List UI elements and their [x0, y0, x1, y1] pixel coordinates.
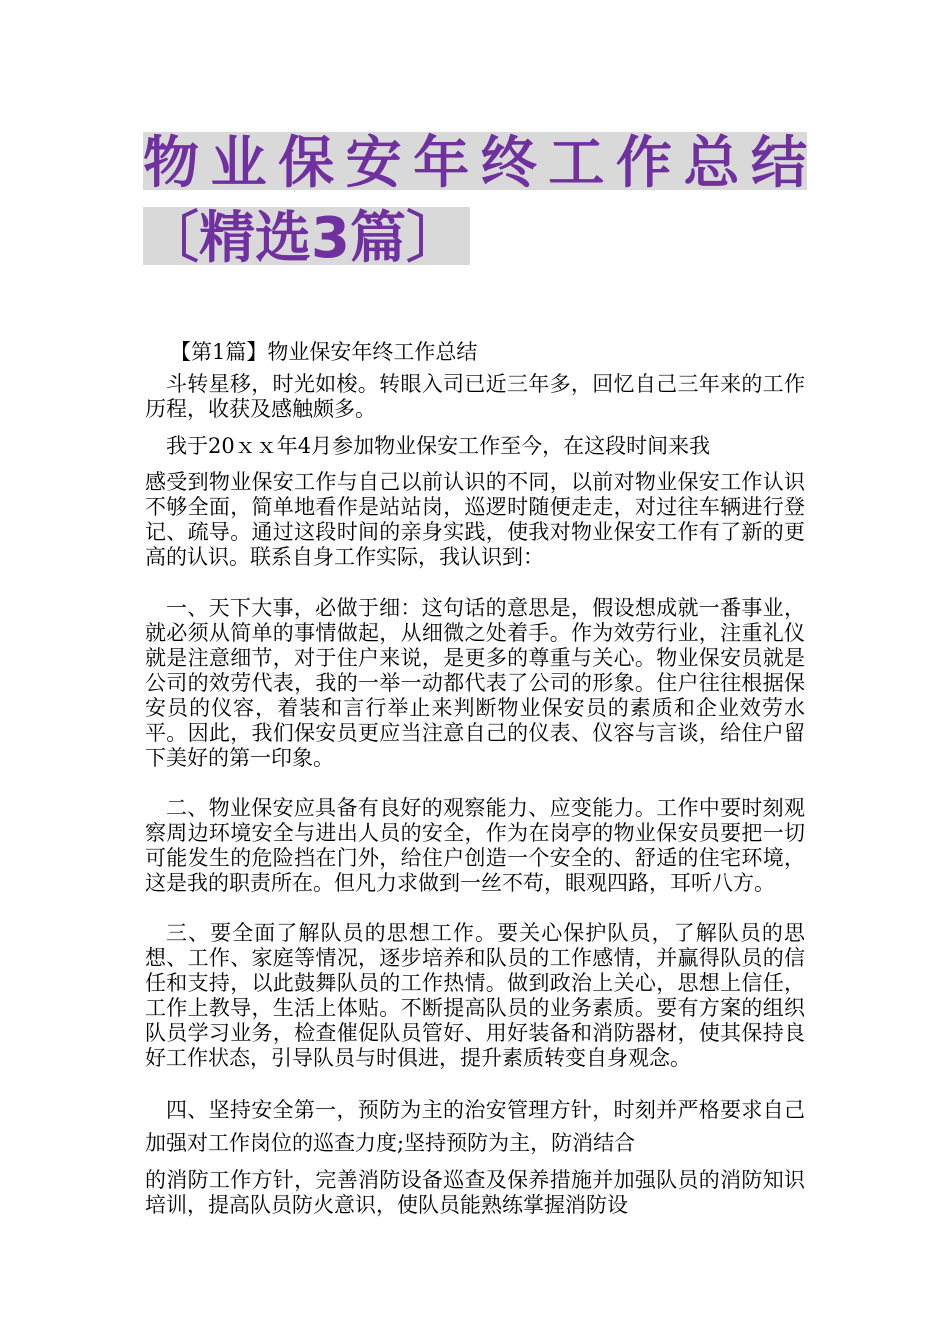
- paragraph-5: 三、要全面了解队员的思想工作。要关心保护队员，了解队员的思想、工作、家庭等情况，逐步培养和队员的工作感情，并赢得队员的信任和支持，以此鼓舞队员的工作热情。做到政治上关心，思想上信任，工作上教导，生活上体贴。不断提高队员的业务素质。要有方案的组织队员学习业务，检查催促队员管好、用好装备和消防器材，使其保持良好工作状态，引导队员与时俱进，提升素质转变自身观念。: [145, 921, 805, 1070]
- paragraph-6-rest: 的消防工作方针，完善消防设备巡查及保养措施并加强队员的消防知识培训，提高队员防火意识，使队员能熟练掌握消防设: [145, 1168, 805, 1217]
- section-heading: 【第1篇】物业保安年终工作总结: [170, 340, 478, 364]
- paragraph-3: 一、天下大事，必做于细：这句话的意思是，假设想成就一番事业，就必须从简单的事情做起，从细微之处着手。作为效劳行业，注重礼仪就是注意细节，对于住户来说，是更多的尊重与关心。物业保安员就是公司的效劳代表，我的一举一动都代表了公司的形象。住户往往根据保安员的仪容，着装和言行举止来判断物业保安员的素质和企业效劳水平。因此，我们保安员更应当注意自己的仪表、仪容与言谈，给住户留下美好的第一印象。: [145, 596, 805, 770]
- document-title-line-1: 物业保安年终工作总结: [143, 132, 807, 190]
- paragraph-6-first-lines: 四、坚持安全第一，预防为主的治安管理方针，时刻并严格要求自己加强对工作岗位的巡查力度;坚持预防为主，防消结合: [145, 1098, 805, 1155]
- document-title-line-2: 〔精选3篇〕: [143, 207, 470, 265]
- paragraph-2-first-line: 我于20ｘｘ年4月参加物业保安工作至今，在这段时间来我: [166, 434, 711, 458]
- paragraph-4: 二、物业保安应具备有良好的观察能力、应变能力。工作中要时刻观察周边环境安全与进出人员的安全，作为在岗亭的物业保安员要把一切可能发生的危险挡在门外，给住户创造一个安全的、舒适的住宅环境，这是我的职责所在。但凡力求做到一丝不苟，眼观四路，耳听八方。: [145, 796, 805, 895]
- paragraph-1: 斗转星移，时光如梭。转眼入司已近三年多，回忆自己三年来的工作历程，收获及感触颇多。: [145, 372, 805, 421]
- paragraph-2-rest: 感受到物业保安工作与自己以前认识的不同，以前对物业保安工作认识不够全面，简单地看作是站站岗，巡逻时随便走走，对过往车辆进行登记、疏导。通过这段时间的亲身实践，使我对物业保安工作有了新的更高的认识。联系自身工作实际，我认识到：: [145, 470, 805, 569]
